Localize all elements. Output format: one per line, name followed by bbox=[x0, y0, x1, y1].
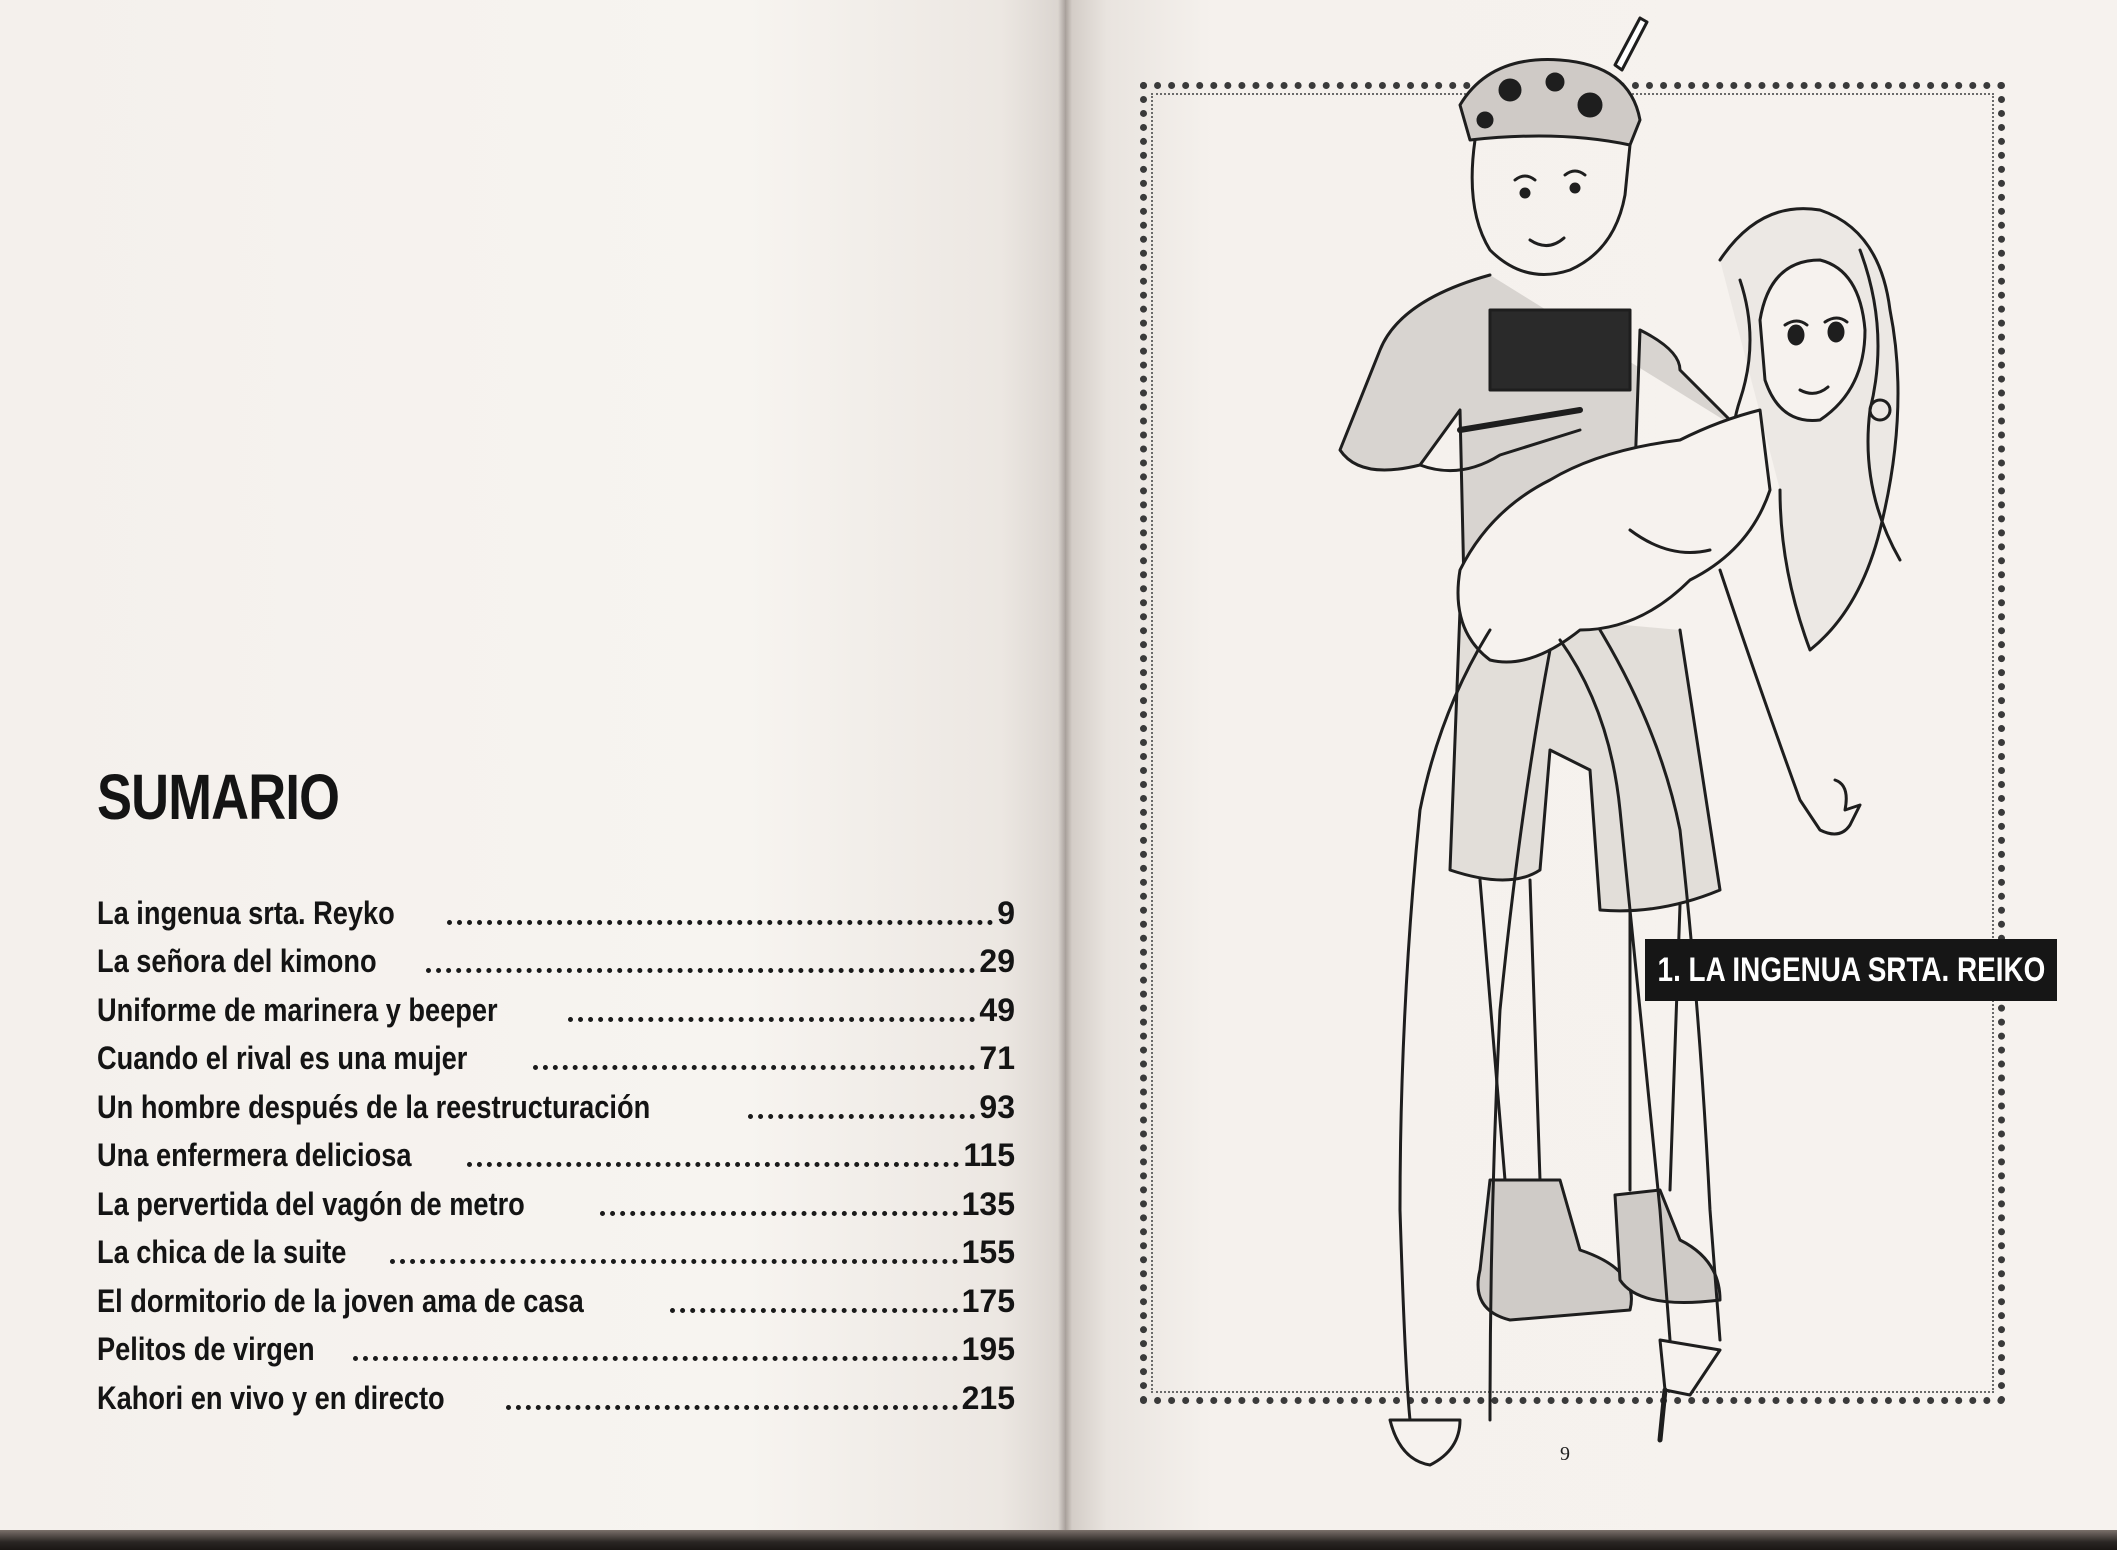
dot-leader bbox=[533, 1065, 976, 1070]
toc-entry-title: La pervertida del vagón de metro bbox=[97, 1185, 525, 1222]
dot-leader bbox=[426, 968, 975, 973]
dot-leader bbox=[467, 1162, 959, 1167]
toc-entry[interactable] bbox=[97, 1317, 1015, 1366]
toc-entry[interactable] bbox=[97, 1220, 1015, 1269]
toc-list bbox=[97, 880, 1015, 1414]
toc-entry-page: 175 bbox=[961, 1282, 1015, 1319]
toc-entry[interactable] bbox=[97, 880, 1015, 929]
toc-entry-page: 135 bbox=[961, 1185, 1015, 1222]
dot-leader bbox=[353, 1356, 958, 1361]
dot-leader bbox=[568, 1017, 975, 1022]
toc-entry[interactable] bbox=[97, 1074, 1015, 1123]
dot-leader bbox=[748, 1114, 976, 1119]
toc-entry[interactable] bbox=[97, 977, 1015, 1026]
book-gutter bbox=[1058, 0, 1072, 1530]
toc-entry-page: 29 bbox=[979, 943, 1015, 979]
toc-entry[interactable] bbox=[97, 1123, 1015, 1172]
toc-entry-title: Un hombre después de la reestructuración bbox=[97, 1088, 651, 1125]
chapter-title-label bbox=[1645, 939, 2057, 1001]
toc-entry[interactable] bbox=[97, 1026, 1015, 1075]
toc-entry-page: 115 bbox=[963, 1137, 1015, 1173]
toc-entry-page: 71 bbox=[979, 1040, 1015, 1076]
toc-entry[interactable] bbox=[97, 1171, 1015, 1220]
toc-entry-page: 9 bbox=[997, 894, 1015, 931]
toc-entry[interactable] bbox=[97, 1268, 1015, 1317]
scan-bottom-edge bbox=[0, 1530, 2117, 1550]
chapter-illustration bbox=[1160, 10, 1990, 1480]
toc-entry[interactable] bbox=[97, 929, 1015, 978]
toc-entry-page: 155 bbox=[961, 1234, 1015, 1270]
dot-leader bbox=[670, 1308, 958, 1313]
toc-entry-page: 215 bbox=[961, 1379, 1015, 1416]
toc-entry-page: 93 bbox=[979, 1088, 1015, 1125]
toc-entry-title: Una enfermera deliciosa bbox=[97, 1137, 412, 1173]
toc-entry-title: La señora del kimono bbox=[97, 943, 377, 979]
toc-entry-title: Cuando el rival es una mujer bbox=[97, 1040, 468, 1076]
toc-entry-title: La ingenua srta. Reyko bbox=[97, 894, 395, 931]
toc-entry-title: Kahori en vivo y en directo bbox=[97, 1379, 445, 1416]
dot-leader bbox=[390, 1259, 957, 1264]
chapter-title-text: 1. LA INGENUA SRTA. REIKO bbox=[1657, 950, 2045, 989]
dot-leader bbox=[506, 1405, 958, 1410]
page-number: 9 bbox=[1560, 1443, 1570, 1465]
dot-leader bbox=[447, 920, 993, 925]
toc-title: SUMARIO bbox=[97, 761, 340, 833]
toc-entry-title: Pelitos de virgen bbox=[97, 1331, 315, 1367]
toc-entry[interactable] bbox=[97, 1365, 1015, 1414]
toc-entry-title: Uniforme de marinera y beeper bbox=[97, 991, 498, 1028]
toc-entry-page: 195 bbox=[961, 1331, 1015, 1367]
toc-entry-page: 49 bbox=[979, 991, 1015, 1028]
toc-entry-title: El dormitorio de la joven ama de casa bbox=[97, 1282, 584, 1319]
dot-leader bbox=[600, 1211, 957, 1216]
left-page bbox=[0, 0, 1065, 1530]
toc-entry-title: La chica de la suite bbox=[97, 1234, 347, 1270]
